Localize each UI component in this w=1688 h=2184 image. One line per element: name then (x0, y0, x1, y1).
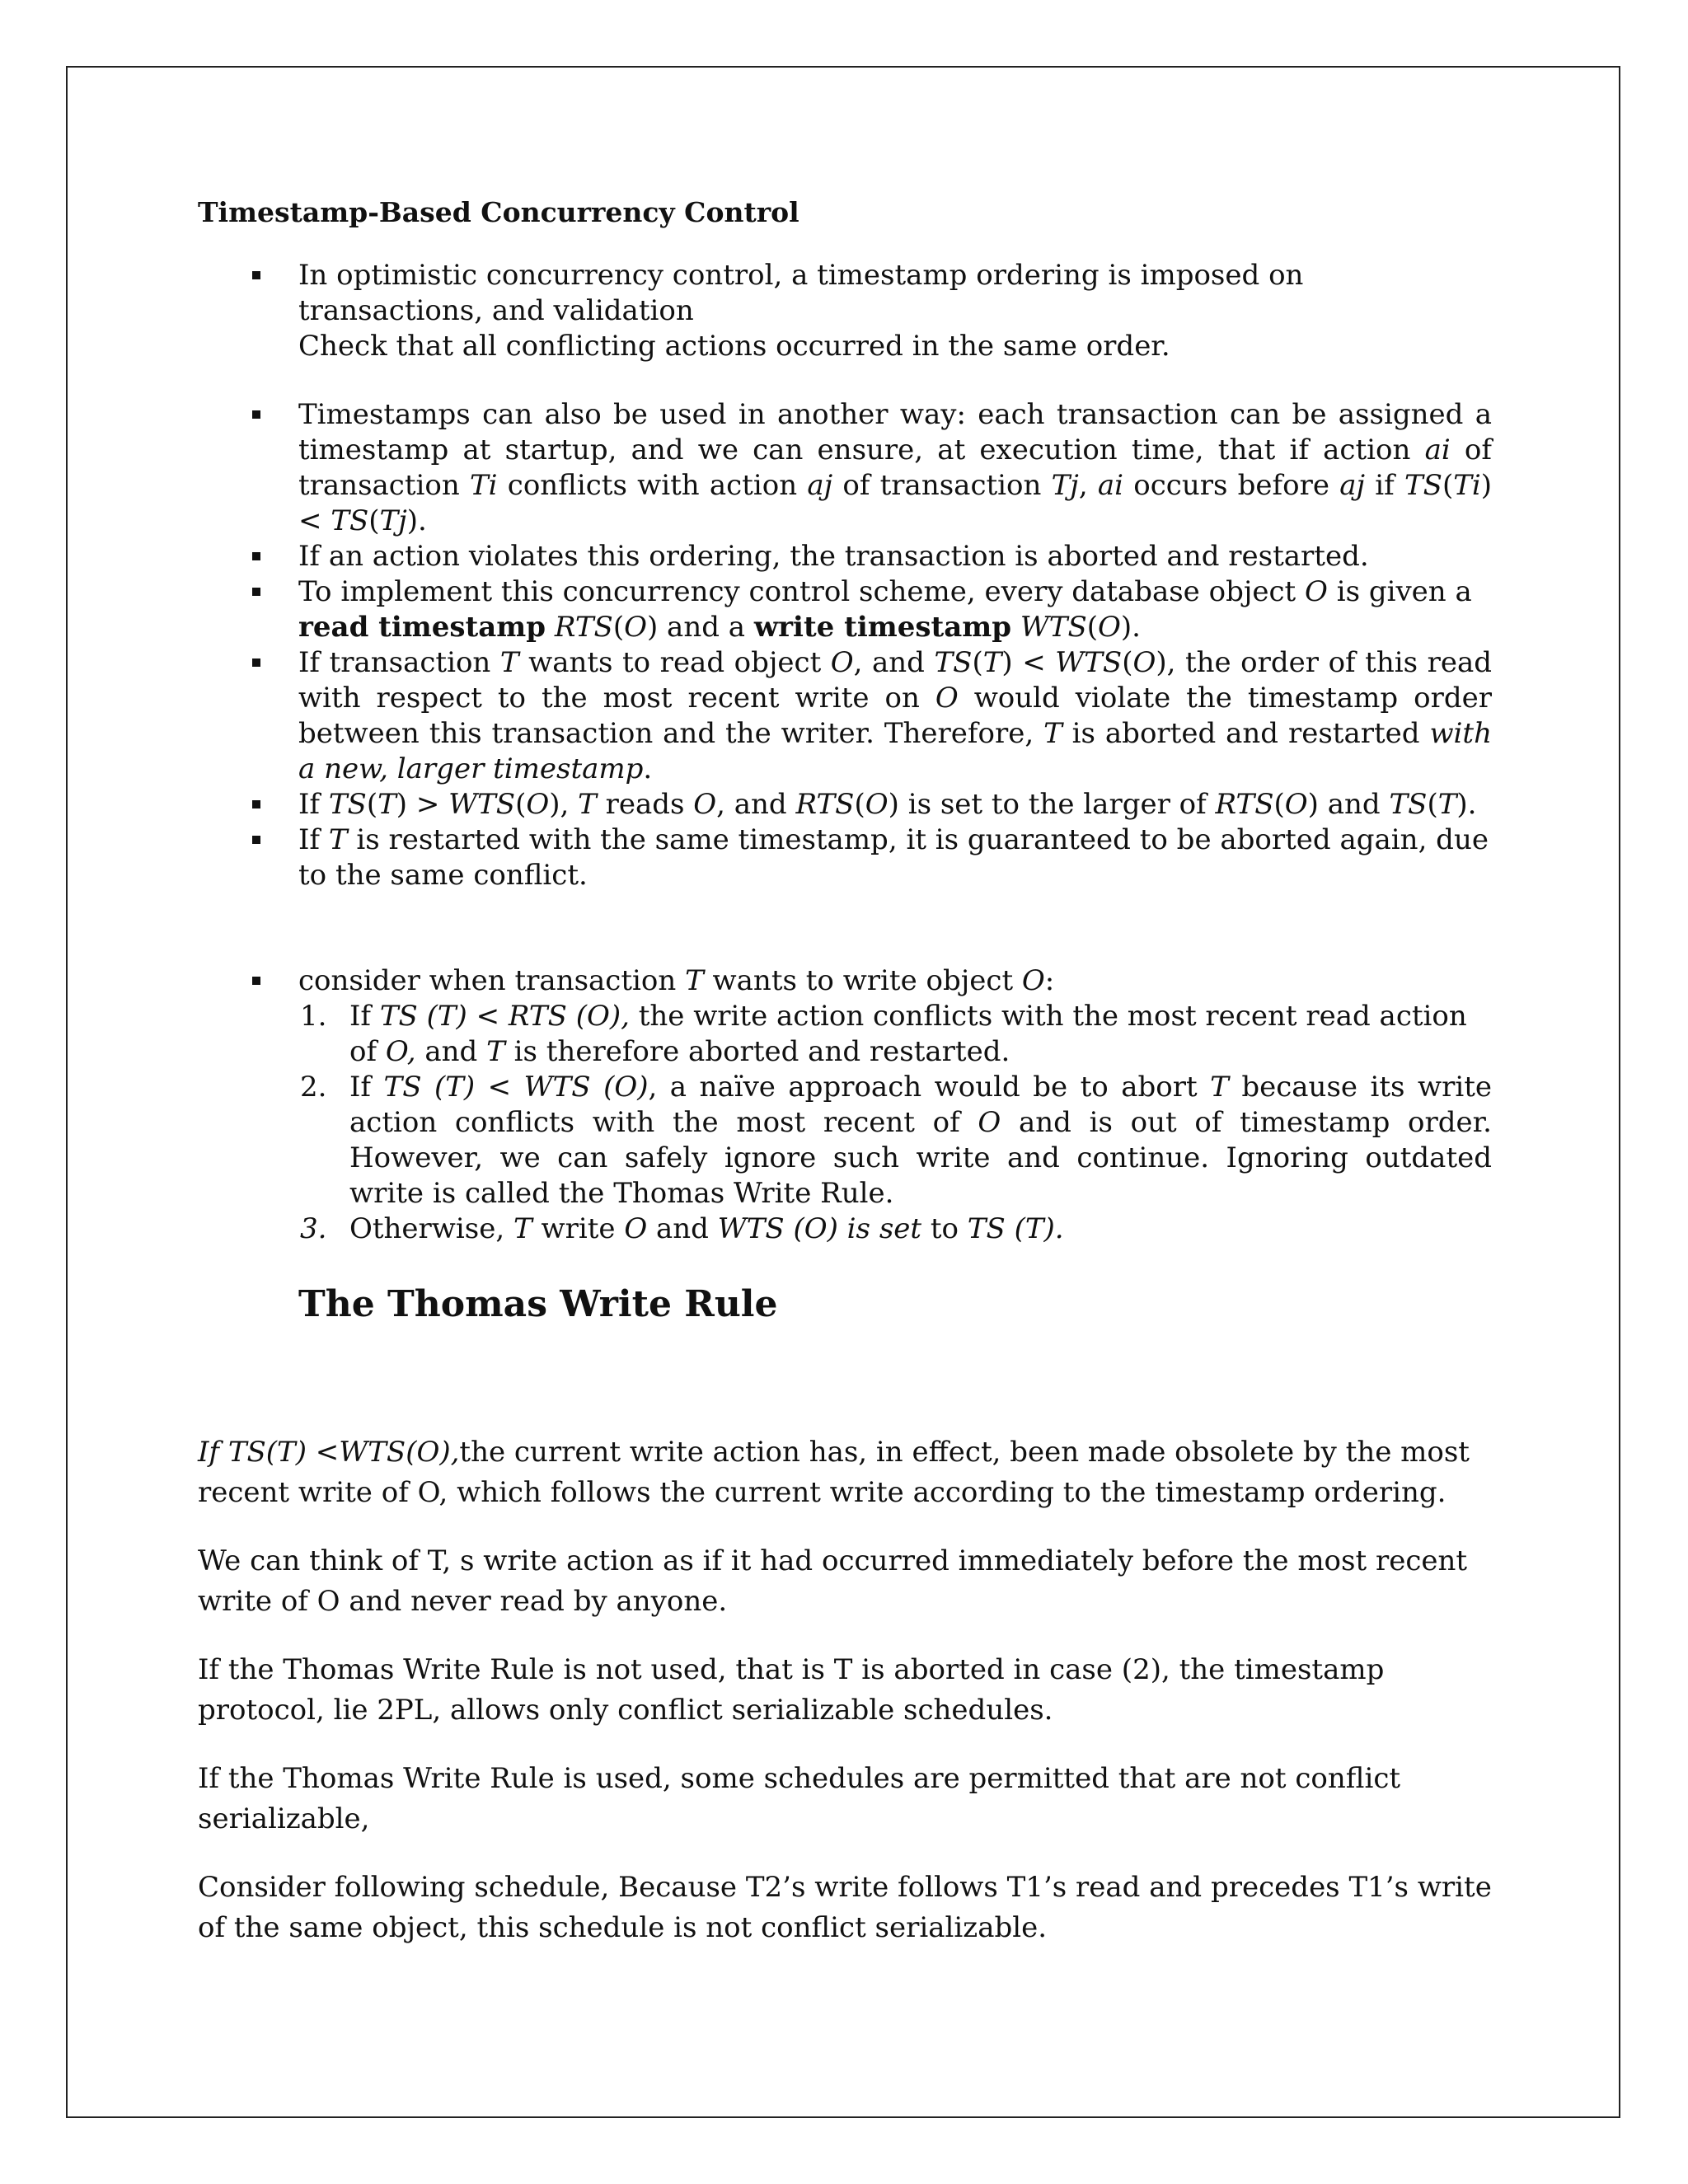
bullet-write-cases: consider when transaction T wants to write object O: 1. If TS (T) < RTS (O), the write action conflicts with the most recent read action of O, and T is therefore aborted and restarted. 2. If TS (T) < WTS (O), a naïve approach would be to abort T because its write action conflicts with the most recent of O and is out of timestamp order. However, we can safely ignore such write and continue. Ignoring outdated write is called the Thomas Write Rule. 3. Otherwise, T write O and WTS (O) is set to TS (T). (198, 963, 1492, 1247)
bullet-read-conflict: If transaction T wants to read object O, and TS(T) < WTS(O), the order of this read with respect to the most recent write on O would violate the timestamp order between this transaction and the writer. Therefore, T is aborted and restarted with a new, larger timestamp. (198, 645, 1492, 787)
paragraph-rule-not-used: If the Thomas Write Rule is not used, that is T is aborted in case (2), the timestamp protocol, lie 2PL, allows only conflict serializable schedules. (198, 1653, 1385, 1727)
bullet-timestamps-usage: Timestamps can also be used in another way: each transaction can be assigned a timestamp at startup, and we can ensure, at execution time, that if action ai of transaction Ti conflicts with action aj of transaction Tj, ai occurs before aj if TS(Ti) < TS(Tj). (198, 397, 1492, 539)
bullet-read-write-timestamps: To implement this concurrency control scheme, every database object O is given a read timestamp RTS(O) and a write timestamp WTS(O). (198, 574, 1492, 645)
bullet-read-allowed: If TS(T) > WTS(O), T reads O, and RTS(O) is set to the larger of RTS(O) and TS(T). (198, 787, 1492, 823)
bullet-violation: If an action violates this ordering, the transaction is aborted and restarted. (198, 539, 1492, 574)
section-heading: Timestamp-Based Concurrency Control (198, 196, 799, 228)
paragraph-schedule: Consider following schedule, Because T2’s write follows T1’s read and precedes T1’s write of the same object, this schedule is not conflict serializable. (198, 1871, 1492, 1944)
bullet-restart: If T is restarted with the same timestamp, it is guaranteed to be aborted again, due to the same conflict. (198, 823, 1492, 893)
bullet-list (198, 258, 1492, 1247)
bullet-optimistic: In optimistic concurrency control, a timestamp ordering is imposed on transactions, and validation Check that all conflicting actions occurred in the same order. (198, 258, 1492, 364)
write-case-list (298, 999, 1492, 1247)
paragraph-think-of-write: We can think of T, s write action as if it had occurred immediately before the most recent write of O and never read by anyone. (198, 1544, 1468, 1618)
document-body (198, 196, 1492, 1976)
write-case-1: 1. If TS (T) < RTS (O), the write action conflicts with the most recent read action of O, and T is therefore aborted and restarted. (300, 1000, 1467, 1068)
paragraph-obsolete-write: If TS(T) <WTS(O),the current write action has, in effect, been made obsolete by the most recent write of O, which follows the current write according to the timestamp ordering. (198, 1436, 1470, 1509)
write-case-2: 2. If TS (T) < WTS (O), a naïve approach would be to abort T because its write action conflicts with the most recent of O and is out of timestamp order. However, we can safely ignore such write and continue. Ignoring outdated write is called the Thomas Write Rule. (300, 1071, 1493, 1210)
paragraph-rule-used: If the Thomas Write Rule is used, some schedules are permitted that are not conflict serializable, (198, 1762, 1401, 1835)
write-case-3: 3. Otherwise, T write O and WTS (O) is set to TS (T). (300, 1212, 1064, 1245)
thomas-rule-heading: The Thomas Write Rule (298, 1283, 778, 1325)
